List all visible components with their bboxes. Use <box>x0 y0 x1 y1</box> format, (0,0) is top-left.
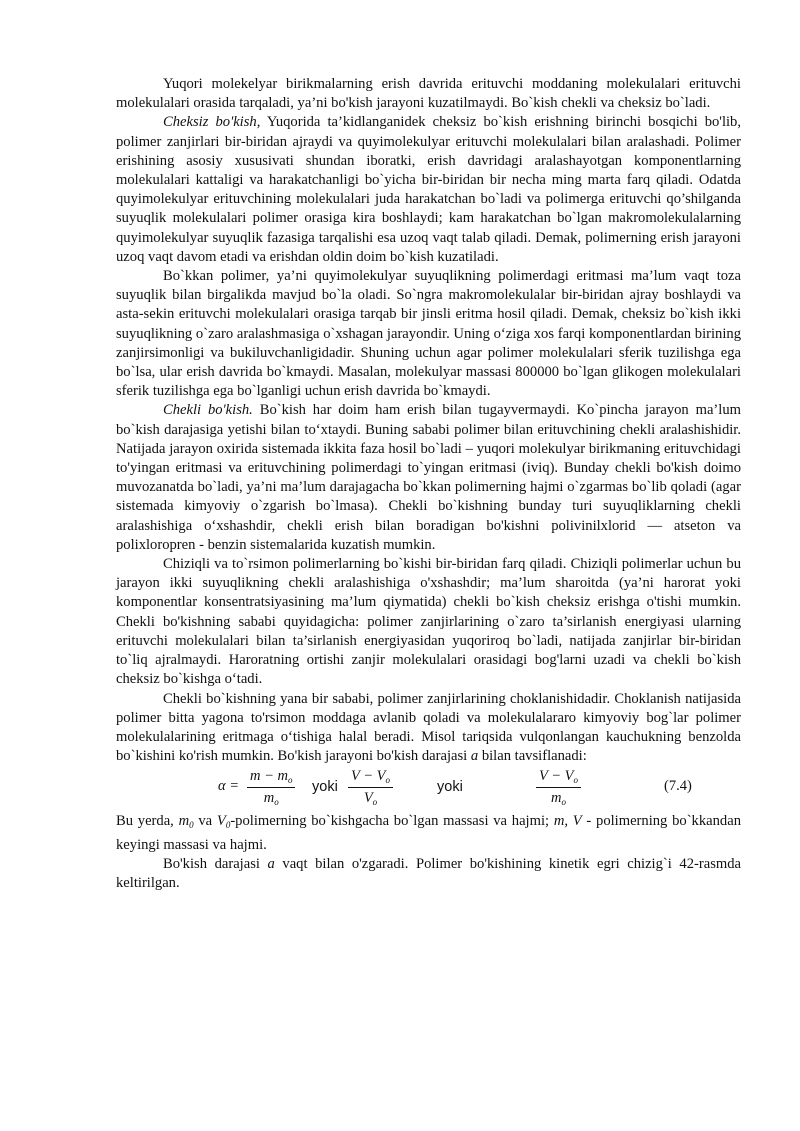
fraction-volume-mass-denominator-sub: o <box>561 797 566 808</box>
paragraph-limited-swelling-text: Bo`kish har doim ham erish bilan tugayvermaydi. Ko`pincha jarayon ma’lum bo`kish darajasiga yetishi bilan to‘xtaydi. Buning sababi polimer bilan erituvchining chekli aralashishidir. Natijada jarayon oxirida sistemada ikkita faza hosil bo`ladi – yuqori molekulyar birikmaning erituvchidagi to'yingan eritmasi va erituvchining polimerdagi to`yingan eritmasi (iviq). Bunday chekli bo'kish doimo muvozanatda bo`ladi, ya’ni ma’lum darajagacha bo`kkan polimerning hajmi o`zgarmas bo`lib qoladi (agar sistemada kimyoviy o`zgarish bo`lmasa). Chekli bo`kishning bunday turi suyuqliklarning chekli aralashishiga o‘xshashdir, chekli erish bilan boradigan bo'kishni polivinilxlorid — atseton va polixloropren - benzin sistemalarida kuzatish mumkin. <box>116 402 741 553</box>
legend-m0-sub: 0 <box>189 820 194 831</box>
term-limited-swelling: Chekli bo'kish. <box>163 402 253 419</box>
fraction-mass <box>247 768 295 807</box>
fraction-mass-numerator-text: m − m <box>250 768 288 785</box>
paragraph-intro-text: Yuqori molekelyar birikmalarning erish davrida erituvchi moddaning molekulalari erituvchi molekulalari orasida tarqaladi, ya’ni bo'kish jarayoni kuzatilmaydi. Bo`kish chekli va cheksiz bo`ladi. <box>116 76 741 112</box>
fraction-volume-numerator <box>348 768 393 788</box>
legend-after-text: - polimerning bo`kkandan keyingi massasi va hajmi. <box>116 813 741 853</box>
equation-number: (7.4) <box>664 778 692 795</box>
fraction-volume-denominator <box>348 788 393 807</box>
fraction-volume-numerator-sub: o <box>385 775 390 786</box>
fraction-mass-denominator <box>247 788 295 807</box>
paragraph-swollen-polymer-text: Bo`kkan polimer, ya’ni quyimolekulyar suyuqlikning polimerdagi eritmasi ma’lum vaqt toza suyuqlik bilan birgalikda mavjud bo`la oladi. So`ngra makromolekulalar bir-biridan ajray boshlaydi va asta-sekin erituvchi molekulalari orasiga tarqab bir jinsli eritma hosil qiladi. Demak, cheksiz bo`kish ikki suyuqlikning o`zaro aralashmasiga o`xshagan jarayondir. Uning o‘ziga xos farqi komponentlardan birining zanjirsimonligi va bukiluvchanligidadir. Shuning uchun agar polimer molekulalari sferik tuzilishga ega bo`lsa, ular erish davrida bo`kmaydi. Masalan, molekulyar massasi 800000 bo`lgan glikogen molekulalari sferik tuzilishga ega bo`lganligi uchun erish davrida bo`kmaydi. <box>116 268 741 400</box>
paragraph-limited-swelling <box>116 401 741 555</box>
fraction-volume-mass <box>536 768 581 807</box>
fraction-volume-denominator-sub: o <box>372 797 378 808</box>
fraction-mass-denominator-sub: o <box>274 797 279 808</box>
page-body <box>116 75 741 893</box>
legend-before-text: -polimerning bo`kishgacha bo`lgan massasi va hajmi; <box>230 813 554 830</box>
legend-v0-sub: 0 <box>225 820 231 831</box>
fraction-volume <box>348 768 393 807</box>
legend-v0-symbol: V <box>216 813 226 830</box>
fraction-volume-mass-denominator-text: m <box>551 790 562 807</box>
fraction-volume-numerator-text: V − V <box>351 768 386 785</box>
alpha-symbol-2: a <box>267 855 275 872</box>
fraction-mass-numerator <box>247 768 295 788</box>
yoki-word-2: yoki <box>437 779 463 796</box>
fraction-volume-mass-denominator <box>536 788 581 807</box>
legend-v0 <box>217 813 230 829</box>
fraction-volume-mass-numerator-text: V − V <box>539 768 574 785</box>
paragraph-crosslinking <box>116 690 741 767</box>
legend-and: va <box>193 813 217 830</box>
yoki-word-1: yoki <box>312 779 338 796</box>
alpha-symbol: a <box>470 748 479 765</box>
fraction-volume-mass-numerator-sub: o <box>573 775 578 786</box>
fraction-volume-denominator-text: V <box>363 790 373 807</box>
paragraph-unlimited-swelling-text: Yuqorida ta’kidlanganidek cheksiz bo`kish erishning birinchi bosqichi bo'lib, polimer zanjirlari bir-biridan ajraydi va quyimolekulyar erituvchi molekulalari bilan aralashadi. Polimer erishining asosiy xususivati shundan iboratki, erish davridagi aralashayotgan komponentlarning molekulalari kattaligi va harakatchanligi bo`yicha bir-biridan bir necha ming marta farq qiladi. Odatda quyimolekulyar erituvchining molekulalari juda harakatchan bo`ladi va polimerga erituvchi qo’shilganda suyuqlik molekulalari polimer orasiga kira boshlaydi; kam harakatchan bo`lgan makromolekulalarning quyimolekulyar suyuqlik fazasiga tarqalishi esa uzoq vaqt talab qiladi. Demak, polimerning erish jarayoni uzoq vaqt davom etadi va erishdan oldin doim bo`kish kuzatiladi. <box>116 114 741 265</box>
legend-prefix: Bu yerda, <box>116 813 179 830</box>
paragraph-formula-legend <box>116 812 741 854</box>
fraction-mass-numerator-sub: o <box>287 775 293 786</box>
paragraph-crosslinking-text: Chekli bo`kishning yana bir sababi, polimer zanjirlarining choklanishidadir. Choklanish natijasida polimer bitta yagona to'rsimon moddaga avlanib qoladi va molekulalararo kimyoviy bog`lar polimer molekulalarining eritmaga o‘tishiga halal beradi. Misol tariqsida vulqonlangan kauchukning benzolda bo`kishini ko'rish mumkin. Bo'kish jarayoni bo'kish darajasi <box>116 690 741 765</box>
legend-m0 <box>179 813 194 829</box>
legend-m-v: m, V <box>553 813 582 830</box>
legend-m0-symbol: m <box>178 813 190 830</box>
swelling-degree-formula <box>116 766 741 812</box>
fraction-volume-mass-numerator <box>536 768 581 788</box>
paragraph-intro <box>116 75 741 113</box>
paragraph-crosslinking-end: bilan tavsiflanadi: <box>478 748 587 765</box>
paragraph-kinetics-start: Bo'kish darajasi <box>163 855 268 872</box>
alpha-equals: α = <box>218 778 240 795</box>
paragraph-swollen-polymer <box>116 267 741 401</box>
paragraph-unlimited-swelling <box>116 113 741 267</box>
term-unlimited-swelling: Cheksiz bo'kish, <box>163 114 261 131</box>
paragraph-kinetics <box>116 855 741 893</box>
paragraph-linear-vs-network <box>116 555 741 689</box>
fraction-mass-denominator-text: m <box>263 790 275 807</box>
paragraph-kinetics-end: vaqt bilan o'zgaradi. Polimer bo'kishining kinetik egri chizig`i 42-rasmda keltirilgan. <box>116 855 741 891</box>
paragraph-linear-vs-network-text: Chiziqli va to`rsimon polimerlarning bo`kishi bir-biridan farq qiladi. Chiziqli polimerlar uchun bu jarayon ikki suyuqlikning chekli aralashishiga o'xshashdir; ma’lum sharoitda (ya’ni harorat yoki komponentlar konsentratsiyasining ma’lum qiymatida) chekli bo`kish cheksiz erishga o'tishi mumkin. Chekli bo'kishning sababi quyidagicha: polimer zanjirlarining o`zaro ta’sirlanish energiyasi ularning erituvchi molekulalari bilan ta’sirlanish energiyasidan yuqoriroq bo`ladi, natijada zanjirlar bir-biridan to`liq ajralmaydi. Haroratning ortishi zanjir molekulalari orasidagi bog'larni uzadi va chekli bo`kish cheksiz bo`kishga o‘tadi. <box>116 556 741 688</box>
